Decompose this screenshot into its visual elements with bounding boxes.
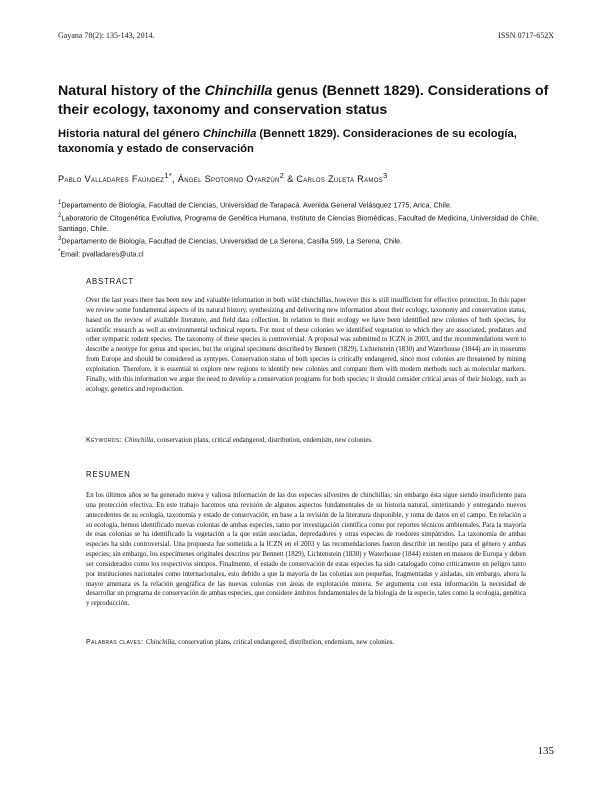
affiliation-1-text: Departamento de Biología, Facultad de Ciencias, Universidad de Tarapacá. Avenida General Velásquez 1775, Arica, Chile. [61, 200, 452, 210]
title-genus: Chinchilla [204, 83, 273, 99]
affiliation-1-sup: 1 [58, 200, 62, 206]
resumen-heading: RESUMEN [86, 470, 131, 479]
palabras-claves-genus: Chinchilla [145, 639, 175, 646]
affiliations [58, 198, 558, 260]
author-1-sup: 1* [164, 171, 173, 180]
title-part1: Natural history of the [58, 83, 205, 99]
affiliation-3 [58, 234, 558, 247]
page-number: 135 [537, 745, 554, 757]
abstract-keywords [86, 437, 526, 444]
abstract-body: Over the last years there has been new and valuable information in both wild chinchillas, however this is still insufficient for effective protection. In this paper we review some fundamental aspects of its natural history, synthesizing and delivering new information about their ecology, taxonomy and conservation status, based on the review of available literature, and field data collection. In relation to their ecology we have been identified new colonies of both species, for scientific research as well as environmental technical reports. For most of these colonies we identified vegetation to which they are associated, predators and other sympatric rodent species. The taxonomy of these species is controversial. A proposal was submitted to ICZN in 2003, and the recommendations were to describe a neotype for genus and species, but the original specimens described by Bennett (1829), Lichtenstein (1830) and Waterhouse (1844) are in museums from Europe and should be considered as syntypes. Conservation status of both species is critically endangered, since most colonies are threatened by mining exploitation. Therefore, it is essential to explore new regions to identify new colonies and compare them with modern methods such as molecular markers. Finally, with this information we argue the need to develop a conservation programs for both species; it should consider critical areas of their biology, such as ecology, genetics and reproduction. [86, 297, 526, 393]
title-part2: genus (Bennett 1829). Considerations of their ecology, taxonomy and conservation status [58, 83, 549, 118]
subtitle-part1: Historia natural del género [58, 128, 203, 140]
author-1: Pablo Valladares Faúndez [58, 174, 165, 185]
affiliation-2-sup: 2 [58, 212, 62, 219]
palabras-claves-list: , conservation plans, critical endangered, distribution, endemism, new colonies. [174, 639, 395, 646]
keywords-genus: Chinchilla [124, 437, 154, 444]
affiliation-3-text: Departamento de Biología, Facultad de Ciencias, Universidad de La Serena, Casilla 599, La Serena, Chile. [61, 236, 403, 246]
abstract-heading: ABSTRACT [86, 277, 134, 286]
author-list [58, 171, 558, 184]
email-sup: * [58, 248, 61, 255]
resumen-body: En los últimos años se ha generado nueva y valiosa información de las dos especies silvestres de chinchillas; sin embargo ésta sigue siendo insuficiente para una protección efectiva. En este trabajo hacemos una revisión de algunos aspectos fundamentales de su historia natural, sintetizando y entregando nuevos antecedentes de su ecología, taxonomía y estado de conservación, en base a la revisión de la literatura disponible, y toma de datos en el campo. En relación a su ecología, hemos identificado nuevas colonias de ambas especies, tanto por investigación científica como por reportes técnicos ambientales. Para la mayoría de esas colonias se ha identificado la vegetación a la que están asociadas, depredadores y otras especies de roedores simpátridos. La taxonomía de ambas especies ha sido controversial. Una propuesta fue sometida a la ICZN en el 2003 y las recomendaciones fueron describir un neotipo para el género y ambas especies; sin embargo, los especímenes originales descritos por Bennett (1829), Lichtenstein (1830) y Waterhouse (1844) existen en museos de Europa y deben ser considerados como los respectivos sintipos. Finalmente, el estado de conservación de estas especies ha sido catalogado como críticamente en peligro tanto por instituciones nacionales como internacionales, esto debido a que la mayoría de las colonias son pequeñas, fragmentadas y aisladas, sin embargo, ahora la mayor amenaza es la relación geográfica de las nuevas colonias con áreas de explotación minera. Se argumenta con esta información la necesidad de desarrollar un programa de conservación de ambas especies, que considere ámbitos fundamentales de la biología de la especie, tales como la ecología, genética y reproducción. [86, 492, 526, 608]
article-title [58, 82, 558, 120]
issn: ISSN 0717-652X [498, 31, 554, 40]
affiliation-2 [58, 211, 558, 235]
author-3: Carlos Zuleta Ramos [296, 174, 383, 185]
email-text: Email: pvalladares@uta.cl [60, 249, 144, 259]
corresponding-email [58, 247, 558, 260]
resumen-keywords [86, 639, 526, 646]
author-sep-2: & [284, 174, 297, 185]
subtitle-part2: (Bennett 1829). Consideraciones de su ecología, taxonomía y estado de conservación [58, 128, 517, 155]
keywords-list: , conservation plans, critical endangered, distribution, endemism, new colonies. [153, 437, 373, 444]
author-2: Ángel Spotorno Oyarzún [177, 174, 280, 185]
keywords-label: Keywords: [86, 437, 125, 444]
author-2-sup: 2 [279, 171, 285, 180]
affiliation-1 [58, 198, 558, 211]
journal-citation: Gayana 78(2): 135-143, 2014. [58, 31, 155, 40]
affiliation-3-sup: 3 [58, 236, 62, 243]
subtitle-genus: Chinchilla [202, 128, 257, 140]
palabras-claves-label: Palabras claves: [86, 639, 146, 646]
author-sep-1: , [172, 174, 178, 185]
affiliation-2-text: Laboratorio de Citogenética Evolutiva, Programa de Genética Humana, Instituto de Ciencias Biomédicas, Facultad de Medicina, Universidad de Chile, Santiago, Chile. [58, 212, 539, 234]
article-subtitle [58, 127, 558, 157]
author-3-sup: 3 [382, 171, 388, 180]
